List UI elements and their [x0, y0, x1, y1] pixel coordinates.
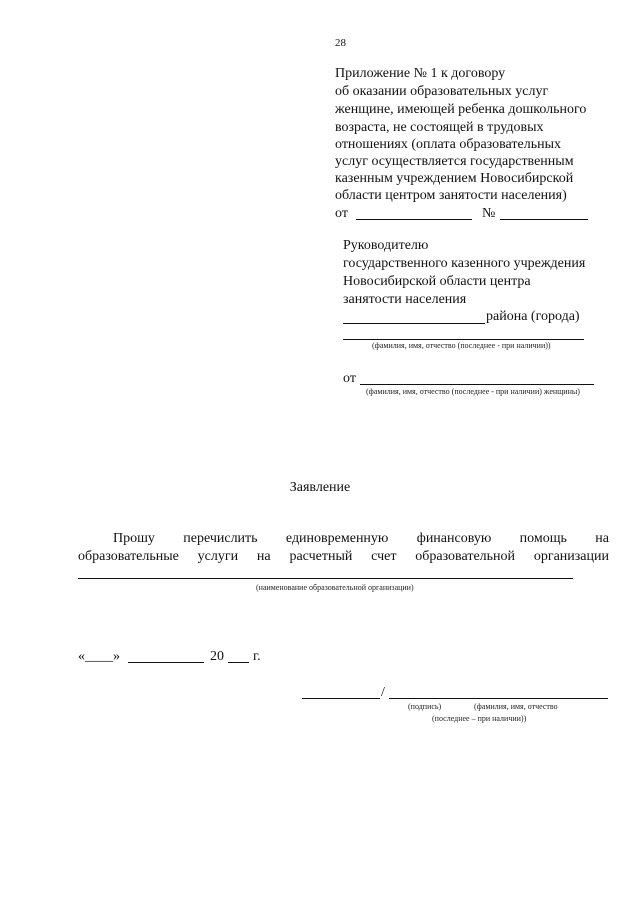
- date-year-field[interactable]: [228, 662, 249, 663]
- signer-fio-caption: (фамилия, имя, отчество: [474, 702, 558, 711]
- appendix-line: женщине, имеющей ребенка дошкольного: [335, 102, 587, 117]
- appendix-line: об оказании образовательных услуг: [335, 84, 549, 99]
- director-fio-field[interactable]: [343, 339, 584, 340]
- page-number: 28: [335, 37, 346, 49]
- district-field[interactable]: [343, 323, 485, 324]
- statement-line-1: Прошу перечислить единовременную финансовую помощь на: [113, 531, 609, 546]
- applicant-fio-caption: (фамилия, имя, отчество (последнее - при наличии) женщины): [366, 387, 580, 396]
- statement-line-2: образовательные услуги на расчетный счет образовательной организации: [78, 549, 609, 564]
- appendix-line: отношениях (оплата образовательных: [335, 137, 562, 152]
- signer-fio-caption-2: (последнее – при наличии)): [432, 714, 527, 723]
- applicant-fio-field[interactable]: [360, 384, 594, 385]
- director-fio-caption: (фамилия, имя, отчество (последнее - при наличии)): [372, 341, 551, 350]
- addressee-line: государственного казенного учреждения: [343, 256, 586, 271]
- signature-field[interactable]: [302, 698, 380, 699]
- district-suffix: района (города): [486, 309, 580, 324]
- signature-caption: (подпись): [408, 702, 442, 711]
- document-title: Заявление: [289, 480, 351, 495]
- signer-fio-field[interactable]: [389, 698, 608, 699]
- appendix-line: услуг осуществляется государственным: [335, 154, 574, 169]
- applicant-from-label: от: [343, 371, 356, 386]
- appendix-from-label: от: [335, 206, 348, 221]
- contract-number-field[interactable]: [500, 219, 588, 220]
- signature-separator: /: [381, 685, 385, 700]
- addressee-line: Руководителю: [343, 238, 429, 253]
- addressee-line: Новосибирской области центра: [343, 274, 531, 289]
- appendix-line: возраста, не состоящей в трудовых: [335, 120, 544, 135]
- appendix-line: казенным учреждением Новосибирской: [335, 171, 574, 186]
- appendix-line: области центром занятости населения): [335, 188, 567, 203]
- date-day: «____»: [78, 649, 120, 664]
- date-year-suffix: г.: [253, 649, 261, 664]
- contract-date-field[interactable]: [356, 219, 472, 220]
- date-year-prefix: 20: [210, 649, 224, 664]
- date-month-field[interactable]: [128, 662, 204, 663]
- organization-caption: (наименование образовательной организации): [256, 583, 414, 592]
- addressee-line: занятости населения: [343, 292, 467, 307]
- appendix-line: Приложение № 1 к договору: [335, 66, 506, 81]
- appendix-number-label: №: [482, 206, 496, 221]
- organization-name-field[interactable]: [78, 578, 573, 579]
